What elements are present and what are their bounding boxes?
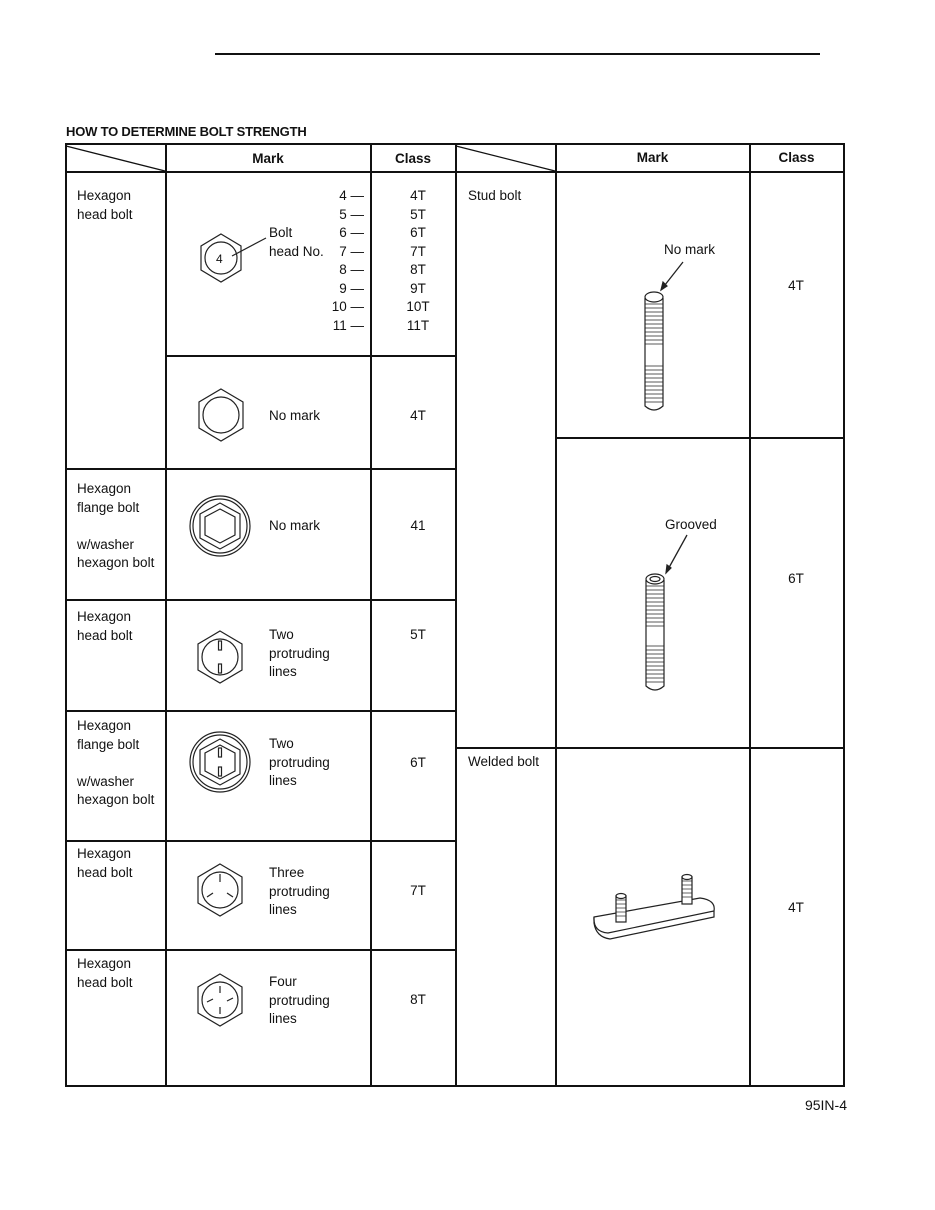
head-classes-list: 4T 5T 6T 7T 8T 9T 10T 11T <box>406 188 430 333</box>
row3-class: 5T <box>410 627 426 642</box>
row4-type: Hexagon flange bolt w/washer hexagon bolt <box>77 718 155 807</box>
header-diagonal-left <box>66 146 165 171</box>
bolt-head-number-icon <box>201 234 266 282</box>
stud-grooved-class: 6T <box>788 571 804 586</box>
row5-class: 7T <box>410 883 426 898</box>
stud-grooved-label: Grooved <box>665 517 717 532</box>
flange-two-lines-icon <box>190 732 250 792</box>
row1b-class: 4T <box>410 408 426 423</box>
row6-type: Hexagon head bolt <box>77 956 133 990</box>
stud-no-mark-class: 4T <box>788 278 804 293</box>
stud-bolt-no-mark-icon <box>645 262 683 410</box>
bolt-head-circle-number: 4 <box>216 252 223 266</box>
hex-head-no-mark-icon <box>199 389 243 441</box>
row3-type: Hexagon head bolt <box>77 609 133 643</box>
row4-mark: Two protruding lines <box>269 736 330 788</box>
row6-mark: Four protruding lines <box>269 974 330 1026</box>
flange-bolt-no-mark-icon <box>190 496 250 556</box>
stud-bolt-type: Stud bolt <box>468 188 522 203</box>
head-numbers-list: 4 — 5 — 6 — 7 — 8 — 9 — 10 — 11 — <box>331 188 364 333</box>
figure-code: 95IN-4 <box>804 1097 847 1113</box>
row1b-mark: No mark <box>269 408 321 423</box>
header-diagonal-right <box>456 146 555 171</box>
row2-class: 41 <box>410 518 426 533</box>
row5-type: Hexagon head bolt <box>77 846 133 880</box>
row2-mark: No mark <box>269 518 321 533</box>
row5-mark: Three protruding lines <box>269 865 330 917</box>
welded-bolt-type: Welded bolt <box>468 754 540 769</box>
stud-no-mark-label: No mark <box>664 242 716 257</box>
bolt-head-no-label: Bolt head No. <box>269 225 324 259</box>
mark-header-left: Mark <box>252 151 284 166</box>
class-header-left: Class <box>394 151 432 166</box>
class-header-right: Class <box>778 150 815 165</box>
stud-bolt-grooved-icon <box>646 535 687 690</box>
page-title: HOW TO DETERMINE BOLT STRENGTH <box>66 124 307 139</box>
mark-header-right: Mark <box>636 150 669 165</box>
hex-two-lines-icon <box>198 631 242 683</box>
row4-class: 6T <box>410 755 426 770</box>
hex-four-lines-icon <box>198 974 242 1026</box>
welded-bolt-class: 4T <box>788 900 804 915</box>
row6-class: 8T <box>410 992 426 1007</box>
row3-mark: Two protruding lines <box>269 627 330 679</box>
hex-three-lines-icon <box>198 864 242 916</box>
row1-type: Hexagon head bolt <box>77 188 133 222</box>
row2-type: Hexagon flange bolt w/washer hexagon bolt <box>77 481 155 570</box>
welded-bolt-icon <box>594 875 714 940</box>
